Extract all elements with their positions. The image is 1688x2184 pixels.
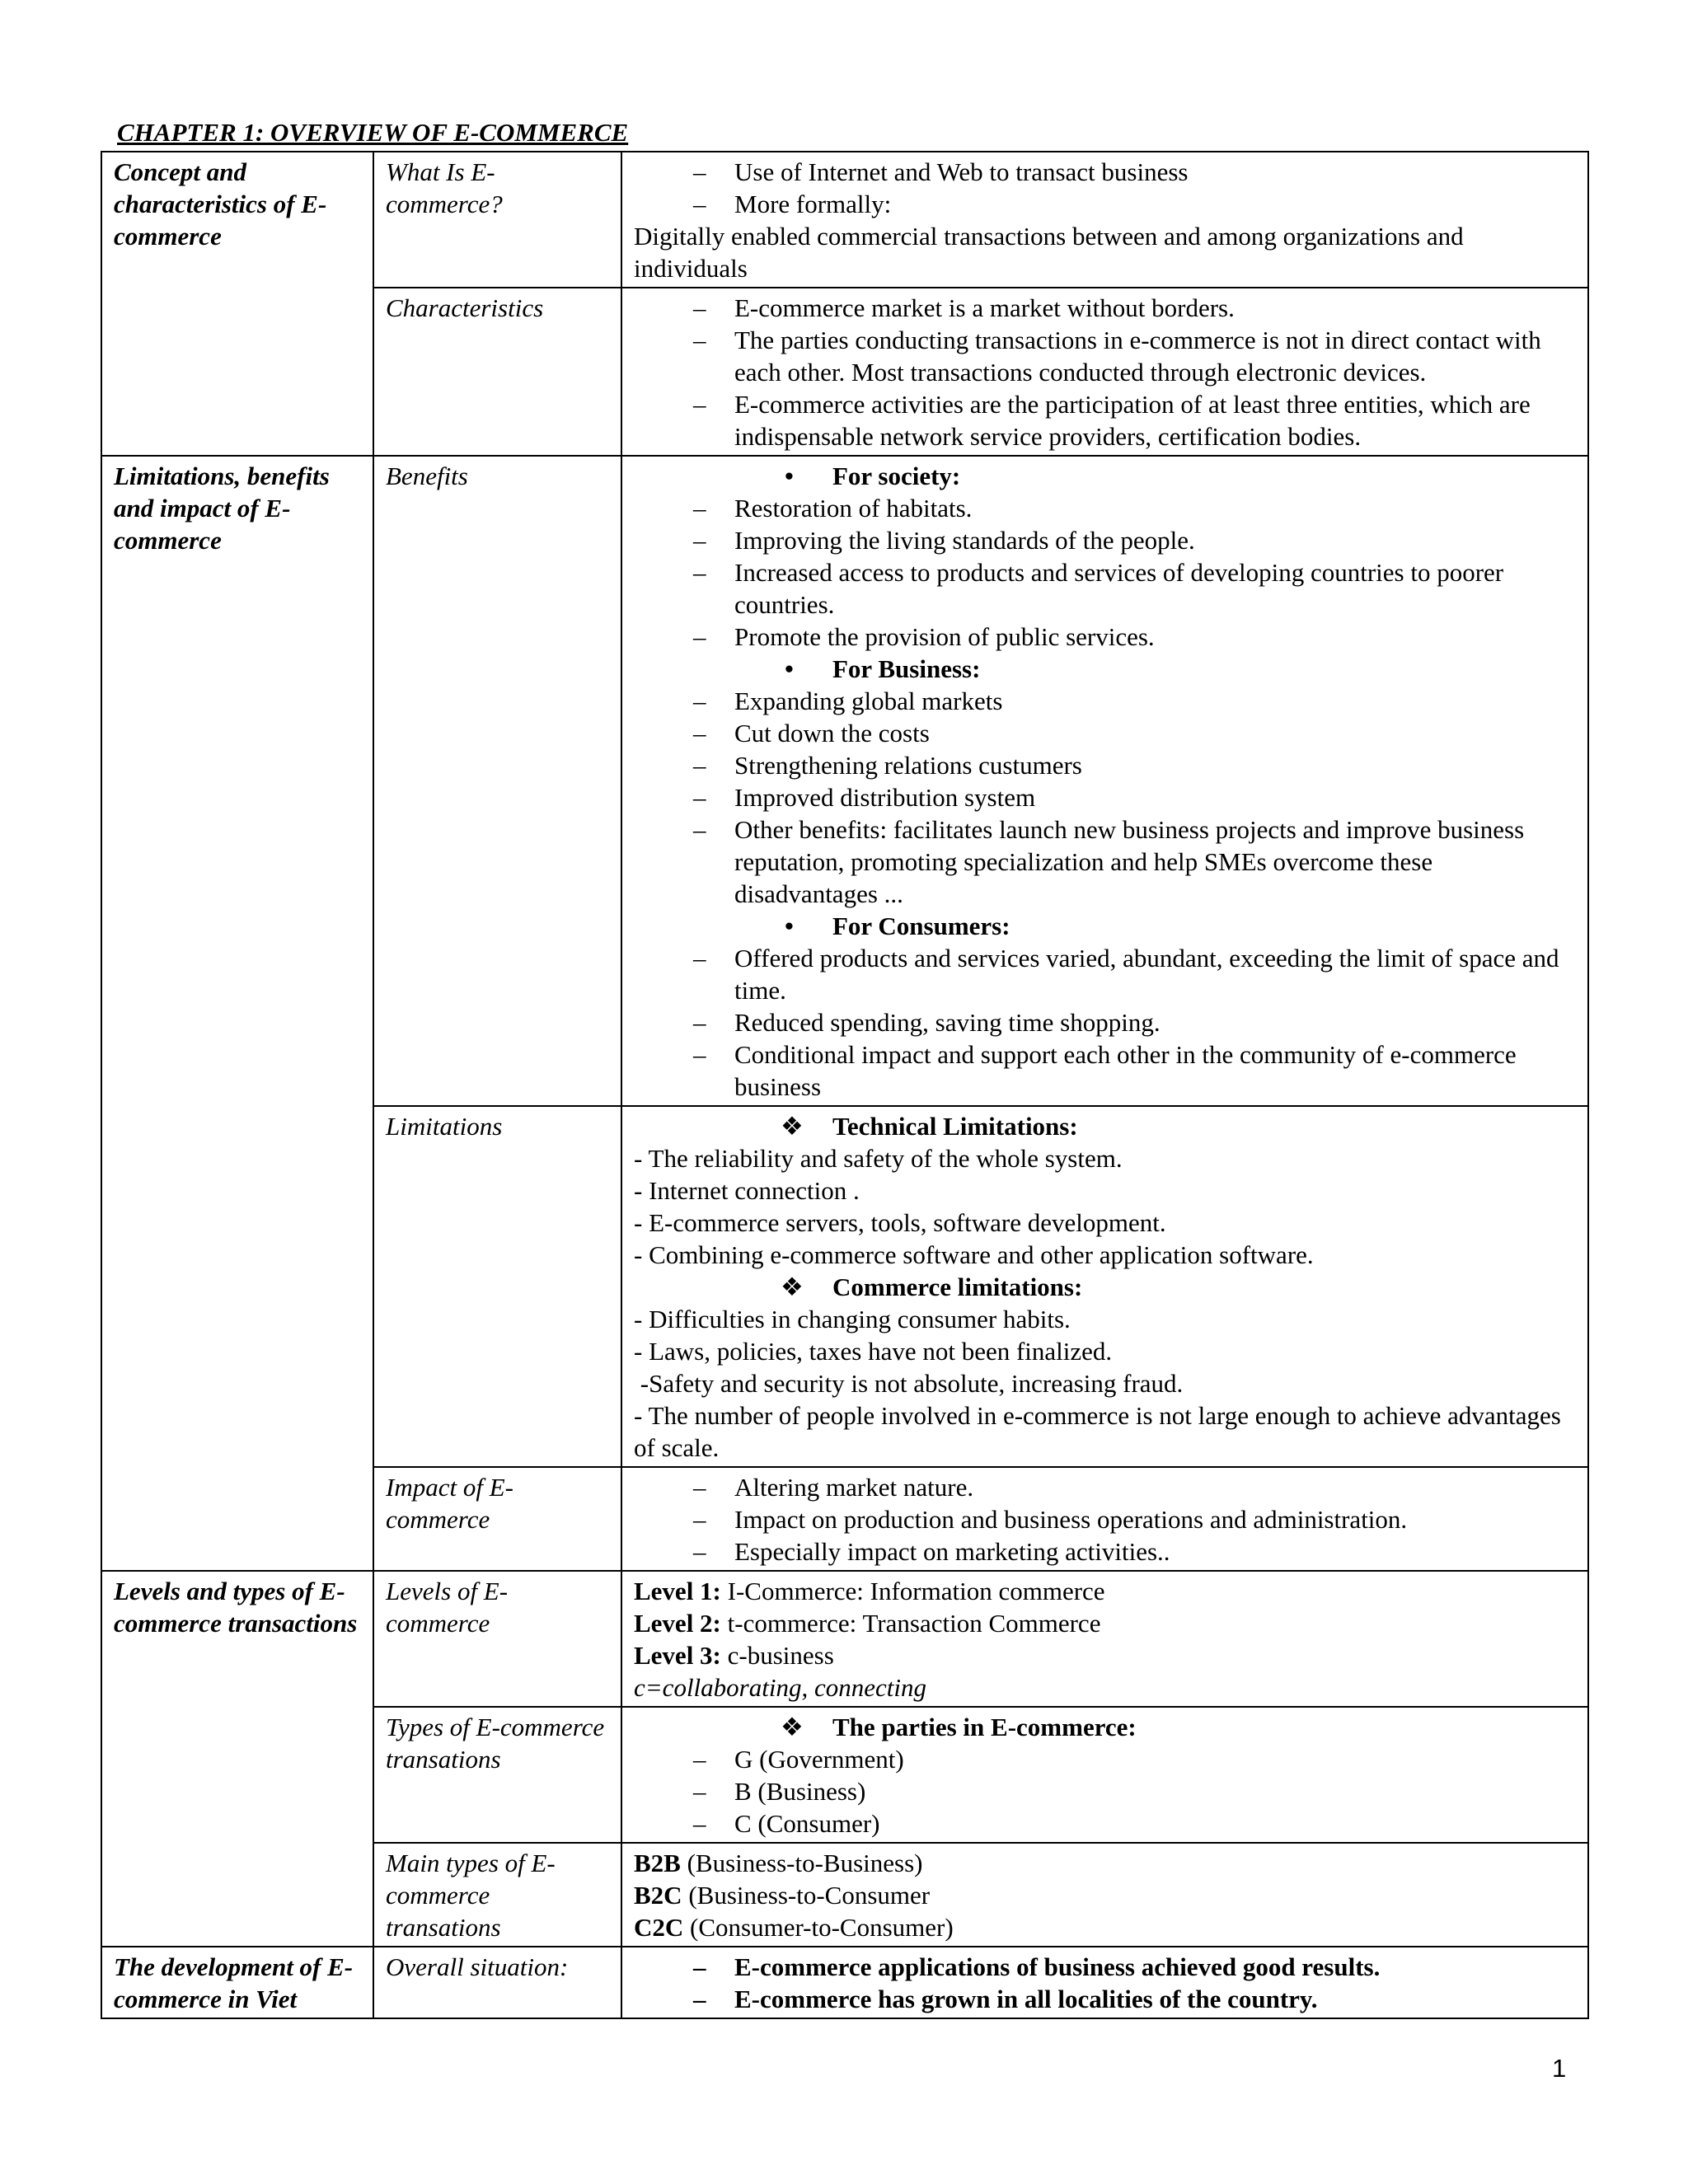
list-item: – C (Consumer) xyxy=(634,1807,1576,1840)
type-b2c-key: B2C xyxy=(634,1881,682,1910)
content-impact xyxy=(621,1467,1588,1571)
list-item: – E-commerce market is a market without borders. xyxy=(634,292,1576,324)
list-item: – Increased access to products and services of developing countries to poorer countries. xyxy=(634,556,1576,621)
label-levels: Levels of E-commerce xyxy=(373,1571,621,1707)
type-b2b-key: B2B xyxy=(634,1849,681,1877)
list-item: – Cut down the costs xyxy=(634,717,1576,749)
list-item: – Other benefits: facilitates launch new business projects and improve business reputation, promoting specialization and help SMEs overcome these disadvantages ... xyxy=(634,813,1576,910)
list-item: – Improving the living standards of the people. xyxy=(634,524,1576,556)
list-item: – B (Business) xyxy=(634,1775,1576,1807)
label-types: Types of E-commerce transations xyxy=(373,1707,621,1843)
chapter-title: CHAPTER 1: OVERVIEW OF E-COMMERCE xyxy=(117,118,629,147)
level-3-value: c-business xyxy=(720,1641,834,1670)
section-concept: Concept and characteristics of E-commerce xyxy=(101,152,373,456)
bullet-heading: • For Business: xyxy=(634,653,1576,685)
label-limitations: Limitations xyxy=(373,1106,621,1467)
type-b2b-value: (Business-to-Business) xyxy=(680,1849,923,1877)
list-item: – Expanding global markets xyxy=(634,685,1576,717)
content-benefits xyxy=(621,456,1588,1106)
diamond-heading: ❖ The parties in E-commerce: xyxy=(634,1711,1576,1743)
diamond-heading: ❖ Technical Limitations: xyxy=(634,1110,1576,1142)
content-characteristics xyxy=(621,288,1588,456)
list-item: – G (Government) xyxy=(634,1743,1576,1775)
list-item: – E-commerce applications of business achieved good results. xyxy=(634,1951,1576,1983)
content-types xyxy=(621,1707,1588,1843)
definition-text: Digitally enabled commercial transactions between and among organizations and individuals xyxy=(634,222,1464,283)
overview-table xyxy=(101,151,1589,2019)
list-item: - Laws, policies, taxes have not been finalized. xyxy=(634,1337,1113,1366)
type-b2c xyxy=(634,1879,1576,1911)
list-item: – Conditional impact and support each other in the community of e-commerce business xyxy=(634,1038,1576,1103)
label-overall: Overall situation: xyxy=(373,1947,621,2018)
type-c2c-value: (Consumer-to-Consumer) xyxy=(683,1913,954,1942)
content-levels xyxy=(621,1571,1588,1707)
table-row xyxy=(101,152,1588,288)
section-development: The development of E-commerce in Viet xyxy=(101,1947,373,2018)
section-limitations-benefits: Limitations, benefits and impact of E-commerce xyxy=(101,456,373,1571)
level-1-key: Level 1: xyxy=(634,1577,721,1605)
type-c2c-key: C2C xyxy=(634,1913,684,1942)
list-item: – Improved distribution system xyxy=(634,781,1576,813)
type-c2c xyxy=(634,1911,1576,1943)
list-item: -Safety and security is not absolute, increasing fraud. xyxy=(634,1369,1184,1398)
level-3-key: Level 3: xyxy=(634,1641,721,1670)
list-item: – Impact on production and business operations and administration. xyxy=(634,1503,1576,1535)
bullet-heading: • For society: xyxy=(634,460,1576,492)
level-note: c=collaborating, connecting xyxy=(634,1673,926,1702)
list-item: - Combining e-commerce software and other application software. xyxy=(634,1240,1314,1269)
list-item: – Strengthening relations custumers xyxy=(634,749,1576,781)
list-item: – Use of Internet and Web to transact business xyxy=(634,156,1576,188)
type-b2b xyxy=(634,1847,1576,1879)
table-row xyxy=(101,1947,1588,2018)
section-levels-types: Levels and types of E-commerce transactions xyxy=(101,1571,373,1947)
level-2-key: Level 2: xyxy=(634,1609,721,1638)
bullet-heading: • For Consumers: xyxy=(634,910,1576,942)
list-item: – Especially impact on marketing activities.. xyxy=(634,1535,1576,1568)
content-limitations xyxy=(621,1106,1588,1467)
label-what-is: What Is E-commerce? xyxy=(373,152,621,288)
list-item: – The parties conducting transactions in e-commerce is not in direct contact with each other. Most transactions conducted through electronic devices. xyxy=(634,324,1576,388)
list-item: - E-commerce servers, tools, software development. xyxy=(634,1208,1166,1237)
level-1 xyxy=(634,1575,1576,1607)
diamond-heading: ❖ Commerce limitations: xyxy=(634,1271,1576,1303)
label-benefits: Benefits xyxy=(373,456,621,1106)
type-b2c-value: (Business-to-Consumer xyxy=(682,1881,931,1910)
content-overall xyxy=(621,1947,1588,2018)
list-item: – E-commerce activities are the participation of at least three entities, which are indispensable network service providers, certification bodies. xyxy=(634,388,1576,452)
content-what-is xyxy=(621,152,1588,288)
content-main-types xyxy=(621,1843,1588,1947)
list-item: – Reduced spending, saving time shopping. xyxy=(634,1006,1576,1038)
page-number: 1 xyxy=(1552,2054,1567,2083)
list-item: - The reliability and safety of the whole system. xyxy=(634,1144,1123,1173)
list-item: - Difficulties in changing consumer habits. xyxy=(634,1305,1071,1333)
list-item: – E-commerce has grown in all localities of the country. xyxy=(634,1983,1576,2015)
label-impact: Impact of E-commerce xyxy=(373,1467,621,1571)
list-item: – Promote the provision of public services. xyxy=(634,621,1576,653)
list-item: – Restoration of habitats. xyxy=(634,492,1576,524)
level-2-value: t-commerce: Transaction Commerce xyxy=(720,1609,1101,1638)
list-item: – More formally: xyxy=(634,188,1576,220)
level-2 xyxy=(634,1607,1576,1639)
level-1-value: I-Commerce: Information commerce xyxy=(720,1577,1105,1605)
table-row xyxy=(101,1571,1588,1707)
list-item: – Offered products and services varied, abundant, exceeding the limit of space and time. xyxy=(634,942,1576,1006)
level-3 xyxy=(634,1639,1576,1671)
table-row xyxy=(101,456,1588,1106)
list-item: – Altering market nature. xyxy=(634,1471,1576,1503)
list-item: - Internet connection . xyxy=(634,1176,860,1205)
list-item: - The number of people involved in e-commerce is not large enough to achieve advantages of scale. xyxy=(634,1401,1561,1462)
label-main-types: Main types of E-commerce transations xyxy=(373,1843,621,1947)
label-characteristics: Characteristics xyxy=(373,288,621,456)
